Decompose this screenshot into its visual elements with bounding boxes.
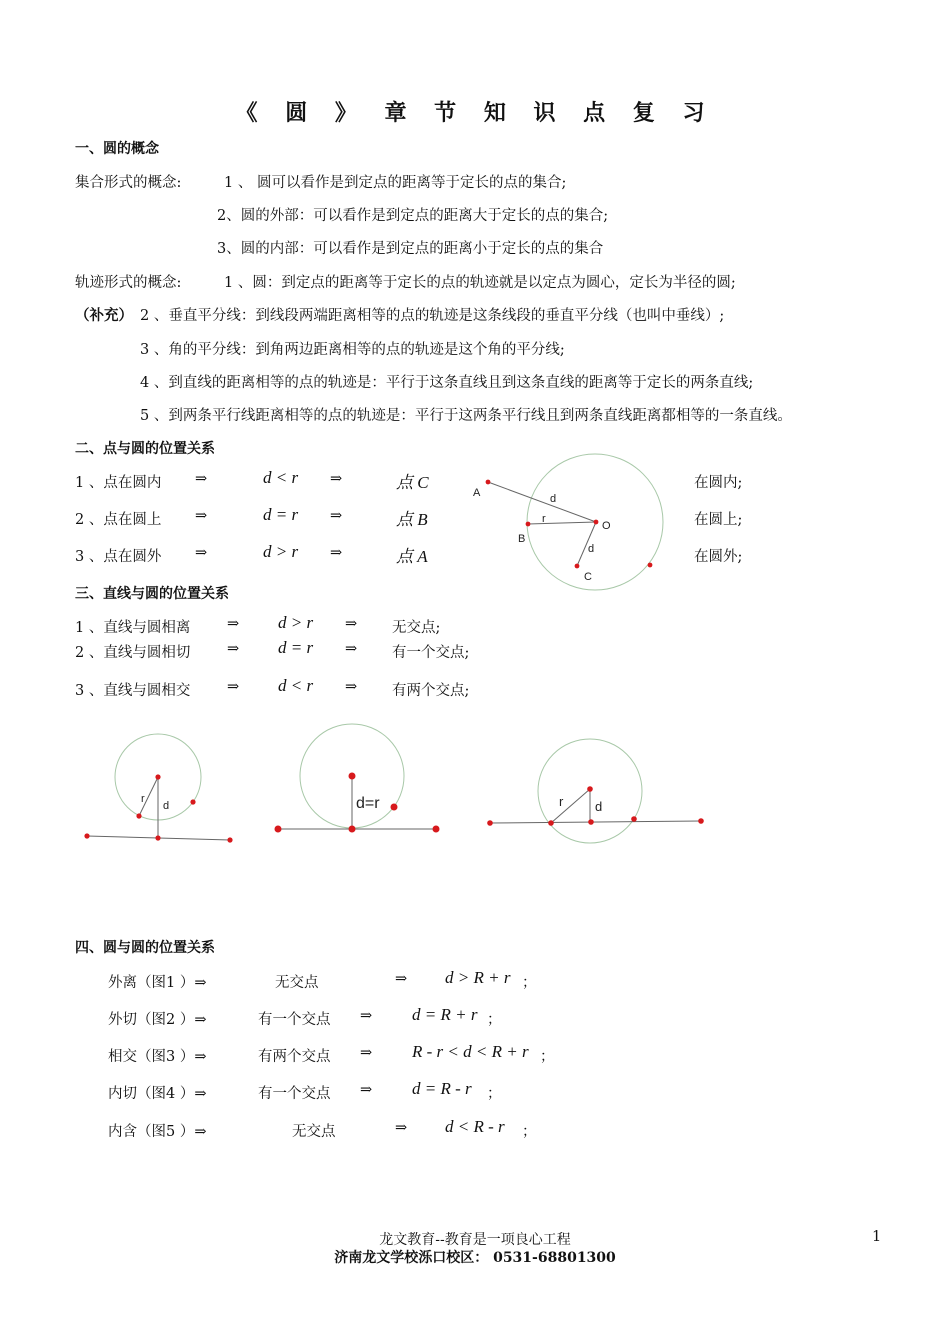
circle-row-end: ； [522,1124,537,1140]
fig-dr-label: d=r [356,795,380,812]
line-row-result: 无交点; [392,620,441,636]
label-o: O [602,520,611,532]
implies-arrow: ⇒ [330,508,343,524]
circle-row-end: ； [522,975,537,991]
set-item-1: 1 、 圆可以看作是到定点的距离等于定长的点的集合; [224,175,567,191]
supplement-label: （补充） [75,307,133,324]
fig-d-label: d [163,800,170,812]
figure-separate [84,734,232,843]
fig-r-label: r [559,794,564,809]
point-row-label: 1 、点在圆内 [75,475,162,491]
line-row-result: 有两个交点; [392,683,470,699]
fig-r-label: r [141,793,145,805]
locus-item-1: 1 、圆：到定点的距离等于定长的点的轨迹就是以定点为圆心，定长为半径的圆; [224,275,736,291]
locus-form-label: 轨迹形式的概念: [75,275,182,291]
locus-item-3: 3 、角的平分线：到角两边距离相等的点的轨迹是这个角的平分线; [140,342,565,358]
line-row-condition: d = r [278,638,314,657]
locus-item-5: 5 、到两条平行线距离相等的点的轨迹是：平行于这两条平行线且到两条直线距离都相等的一条直线。 [140,408,792,424]
circle-row-desc: 无交点 [275,975,319,991]
implies-arrow: ⇒ [345,679,358,695]
circle-row-formula: d < R - r [445,1117,505,1136]
circle-row-desc: 有两个交点 [258,1049,331,1065]
circle-row-label: 外切（图2 ）⇒ [108,1012,207,1028]
implies-arrow: ⇒ [360,1045,373,1061]
page-number: 1 [872,1229,882,1245]
circle-row-formula: d = R - r [412,1079,472,1098]
label-d: d [588,543,595,555]
circle-row-desc: 无交点 [292,1124,336,1140]
point-circle-diagram [460,450,680,600]
implies-arrow: ⇒ [360,1008,373,1024]
circle-row-end: ； [540,1049,555,1065]
locus-item-4: 4 、到直线的距离相等的点的轨迹是：平行于这条直线且到这条直线的距离等于定长的两条直线; [140,375,754,391]
implies-arrow: ⇒ [227,616,240,632]
label-b: B [518,533,526,545]
label-c: C [584,571,592,583]
point-row-result: 在圆内; [694,475,743,491]
implies-arrow: ⇒ [395,971,408,987]
set-item-2: 2、圆的外部：可以看作是到定点的距离大于定长的点的集合; [217,208,609,224]
circle-row-desc: 有一个交点 [258,1012,331,1028]
section-1-heading: 一、圆的概念 [75,141,159,157]
circle-row-label: 内切（图4 ）⇒ [108,1086,207,1102]
set-form-label: 集合形式的概念: [75,175,182,191]
circle-row-desc: 有一个交点 [258,1086,331,1102]
implies-arrow: ⇒ [345,641,358,657]
circle-row-formula: d = R + r [412,1005,478,1024]
section-2-heading: 二、点与圆的位置关系 [75,441,215,457]
point-row-condition: d > r [263,542,299,561]
line-row-condition: d > r [278,613,314,632]
point-b [526,522,531,527]
circle-row-label: 相交（图3 ）⇒ [108,1049,207,1065]
label-a: A [473,487,481,499]
locus-item-2: 2 、垂直平分线：到线段两端距离相等的点的轨迹是这条线段的垂直平分线（也叫中垂线）; [140,308,725,324]
point-row-point: 点 C [396,473,429,492]
page-title: 《 圆 》 章 节 知 识 点 复 习 [235,100,715,126]
line-row-label: 2 、直线与圆相切 [75,645,191,661]
implies-arrow: ⇒ [360,1082,373,1098]
implies-arrow: ⇒ [195,545,208,561]
segment-bo [528,522,596,524]
line-row-label: 1 、直线与圆相离 [75,620,191,636]
section-3-heading: 三、直线与圆的位置关系 [75,586,229,602]
circle-row-end: ； [487,1086,502,1102]
point-o [594,520,599,525]
footer-slogan: 龙文教育--教育是一项良心工程 [379,1232,571,1248]
point-row-result: 在圆上; [694,512,743,528]
fig-d-label: d [595,799,603,814]
set-item-3: 3、圆的内部：可以看作是到定点的距离小于定长的点的集合 [217,241,604,257]
point-c [575,564,580,569]
point-row-label: 2 、点在圆上 [75,512,162,528]
point-row-point: 点 B [396,510,428,529]
line-row-condition: d < r [278,676,314,695]
footer-contact: 济南龙文学校泺口校区： 0531-68801300 [334,1250,616,1266]
figure-intersect [487,739,704,843]
implies-arrow: ⇒ [195,508,208,524]
implies-arrow: ⇒ [395,1120,408,1136]
point-row-condition: d = r [263,505,299,524]
point-row-label: 3 、点在圆外 [75,549,162,565]
implies-arrow: ⇒ [227,679,240,695]
implies-arrow: ⇒ [345,616,358,632]
point-row-condition: d < r [263,468,299,487]
circle-row-formula: R - r < d < R + r [412,1042,529,1061]
section-4-heading: 四、圆与圆的位置关系 [75,940,215,956]
line-circle-diagrams [0,700,950,860]
figure-tangent [275,724,440,833]
circle-row-formula: d > R + r [445,968,511,987]
label-d: d [550,493,557,505]
circle-row-label: 外离（图1 ）⇒ [108,975,207,991]
circle-row-end: ； [487,1012,502,1028]
point-on-circle [648,563,653,568]
point-row-point: 点 A [396,547,428,566]
implies-arrow: ⇒ [330,471,343,487]
implies-arrow: ⇒ [330,545,343,561]
line-row-result: 有一个交点; [392,645,470,661]
circle-row-label: 内含（图5 ）⇒ [108,1124,207,1140]
label-r: r [542,513,546,525]
point-row-result: 在圆外; [694,549,743,565]
point-a [486,480,491,485]
implies-arrow: ⇒ [227,641,240,657]
implies-arrow: ⇒ [195,471,208,487]
line-row-label: 3 、直线与圆相交 [75,683,191,699]
